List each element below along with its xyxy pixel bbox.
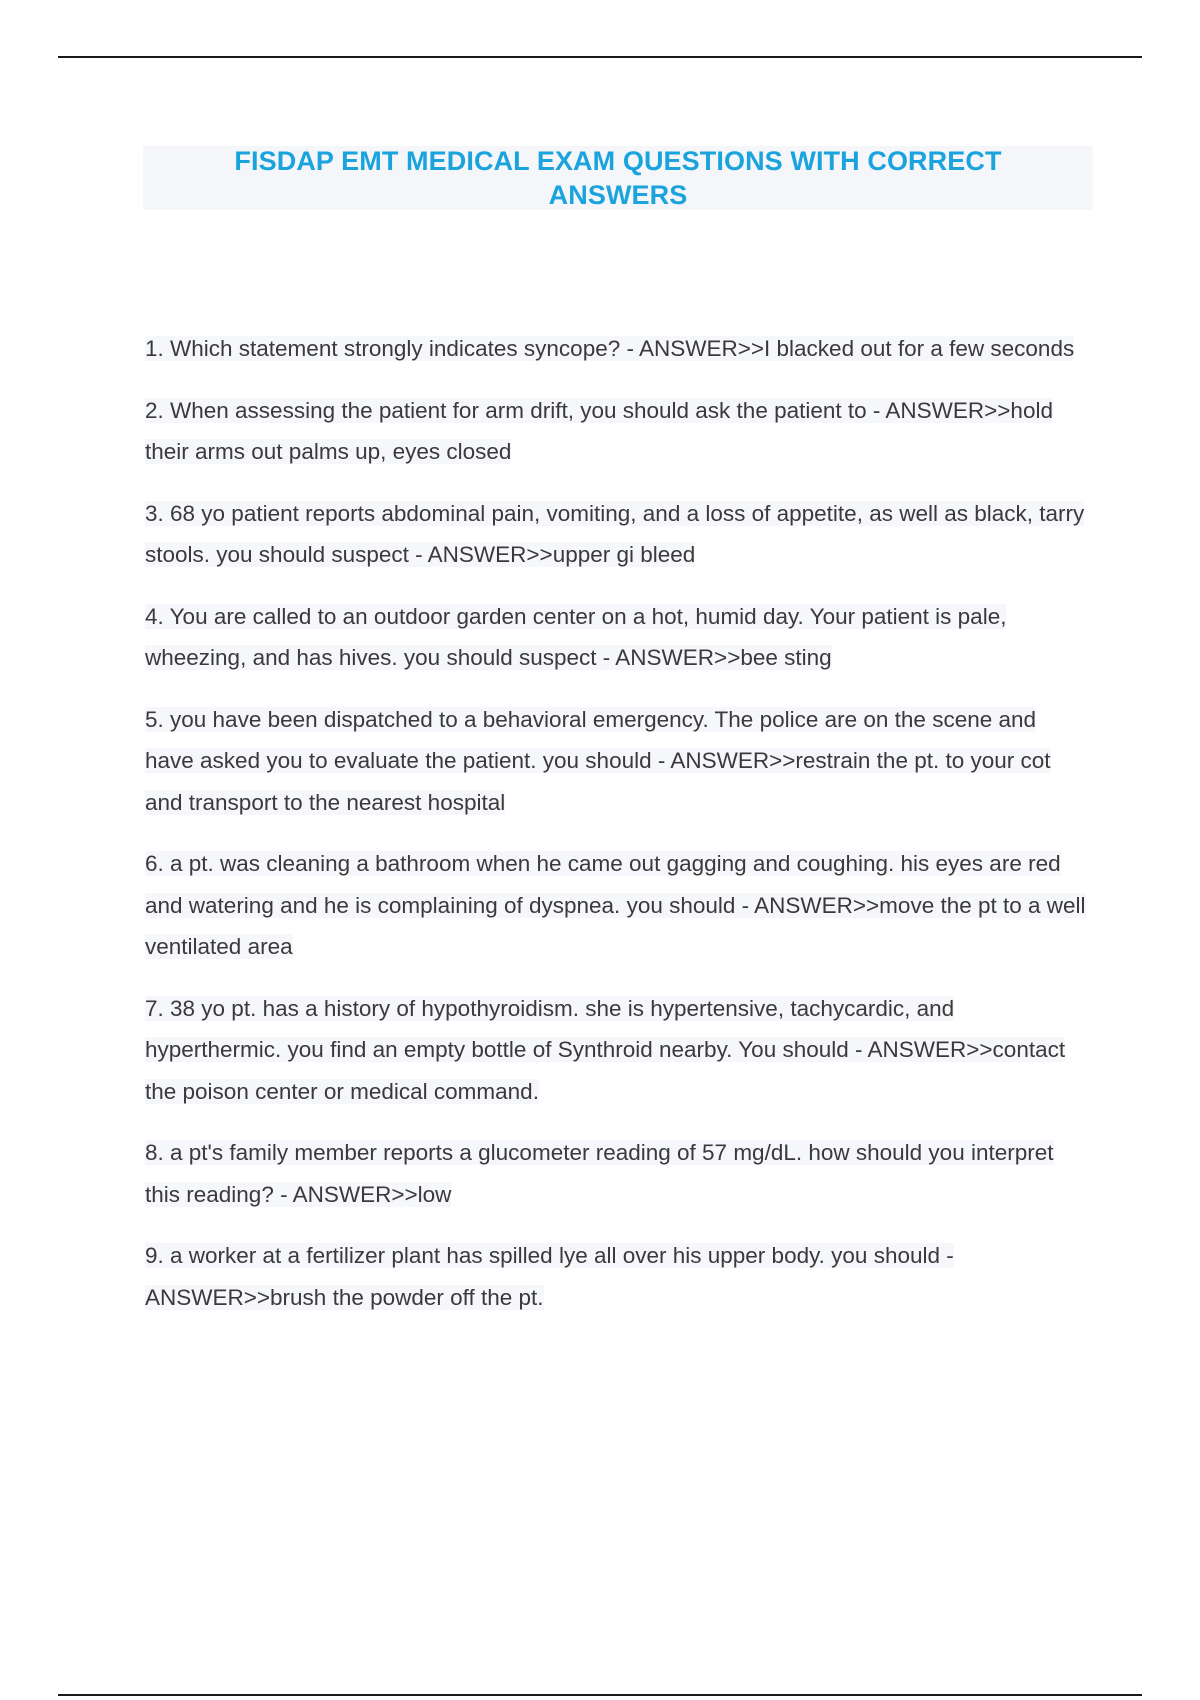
qa-item-5 xyxy=(145,699,1090,824)
qa-text: 3. 68 yo patient reports abdominal pain, vomiting, and a loss of appetite, as well as black, tarry stools. you should suspect - ANSWER>>upper gi bleed xyxy=(145,500,1085,567)
qa-item-7 xyxy=(145,988,1090,1113)
top-rule xyxy=(58,56,1142,58)
qa-text: 8. a pt's family member reports a glucometer reading of 57 mg/dL. how should you interpret this reading? - ANSWER>>low xyxy=(145,1140,1054,1207)
document-title: FISDAP EMT MEDICAL EXAM QUESTIONS WITH CORRECT ANSWERS xyxy=(234,146,1002,210)
question-answer-list xyxy=(145,328,1090,1338)
title-banner xyxy=(143,146,1093,210)
qa-item-8 xyxy=(145,1132,1090,1215)
qa-text: 6. a pt. was cleaning a bathroom when he came out gagging and coughing. his eyes are red and watering and he is complaining of dyspnea. you should - ANSWER>>move the pt to a well ventilated area xyxy=(145,851,1086,959)
qa-text: 2. When assessing the patient for arm drift, you should ask the patient to - ANSWER>>hold their arms out palms up, eyes closed xyxy=(145,397,1053,464)
qa-item-1 xyxy=(145,328,1090,370)
qa-item-6 xyxy=(145,843,1090,968)
qa-text: 5. you have been dispatched to a behavioral emergency. The police are on the scene and have asked you to evaluate the patient. you should - ANSWER>>restrain the pt. to your cot and transport to the nearest hospital xyxy=(145,706,1051,815)
qa-item-9 xyxy=(145,1235,1090,1318)
qa-item-3 xyxy=(145,493,1090,576)
bottom-rule xyxy=(58,1694,1142,1696)
qa-text: 4. You are called to an outdoor garden center on a hot, humid day. Your patient is pale, wheezing, and has hives. you should suspect - ANSWER>>bee sting xyxy=(145,603,1007,670)
qa-text: 9. a worker at a fertilizer plant has spilled lye all over his upper body. you should - ANSWER>>brush the powder off the pt. xyxy=(145,1243,954,1310)
qa-item-4 xyxy=(145,596,1090,679)
qa-item-2 xyxy=(145,390,1090,473)
qa-text: 1. Which statement strongly indicates syncope? - ANSWER>>I blacked out for a few seconds xyxy=(145,336,1075,361)
qa-text: 7. 38 yo pt. has a history of hypothyroidism. she is hypertensive, tachycardic, and hyperthermic. you find an empty bottle of Synthroid nearby. You should - ANSWER>>contact the poison center or medical command. xyxy=(145,995,1066,1104)
